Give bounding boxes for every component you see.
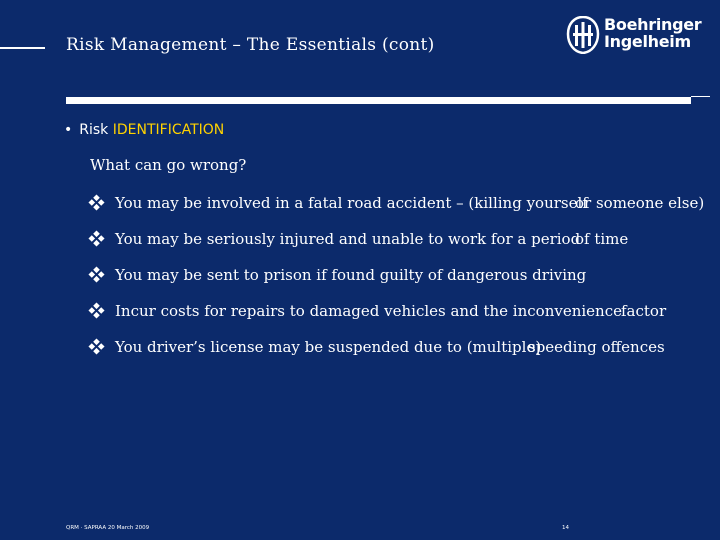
bullet-dot-icon: • (64, 122, 73, 138)
logo-wordmark (604, 16, 701, 50)
list-item-text-cont: of time (575, 230, 629, 248)
footer-text: QRM · SAPRAA 20 March 2009 (66, 525, 150, 531)
logo-line-2: Ingelheim (604, 32, 691, 51)
header-divider-bar (66, 97, 691, 104)
list-item (88, 264, 708, 286)
boehringer-logo-icon (566, 16, 600, 54)
list-item (88, 336, 708, 358)
list-item (88, 192, 708, 214)
list-item-text: You may be seriously injured and unable to work for a period (115, 230, 581, 248)
list-item-text: You driver’s license may be suspended due to (multiple) (115, 338, 542, 356)
diamond-bullet-icon (88, 230, 105, 247)
title-rule (0, 47, 45, 49)
bullet-highlight: IDENTIFICATION (112, 122, 225, 138)
page-number: 14 (562, 525, 569, 531)
diamond-bullet-icon (88, 266, 105, 283)
list-item-text-cont: or someone else) (575, 194, 705, 212)
list-item-text: You may be involved in a fatal road accident – (killing yourself (115, 194, 588, 212)
list-item-text-cont: factor (621, 302, 667, 320)
diamond-bullet-icon (88, 194, 105, 211)
list-item (88, 228, 708, 250)
bullet-line (64, 122, 224, 138)
list-item-text: You may be sent to prison if found guilty of dangerous driving (115, 266, 587, 284)
company-logo (566, 15, 702, 56)
bullet-prefix: Risk (79, 122, 113, 138)
list-item-text-cont: speeding offences (528, 338, 665, 356)
slide-title: Risk Management – The Essentials (cont) (66, 35, 435, 55)
diamond-bullet-icon (88, 302, 105, 319)
list-item-text: Incur costs for repairs to damaged vehicles and the inconvenience (115, 302, 622, 320)
diamond-bullet-icon (88, 338, 105, 355)
question-text: What can go wrong? (90, 156, 247, 174)
header-divider-tail (691, 96, 710, 97)
list-item (88, 300, 708, 322)
logo-line-1: Boehringer (604, 15, 702, 34)
